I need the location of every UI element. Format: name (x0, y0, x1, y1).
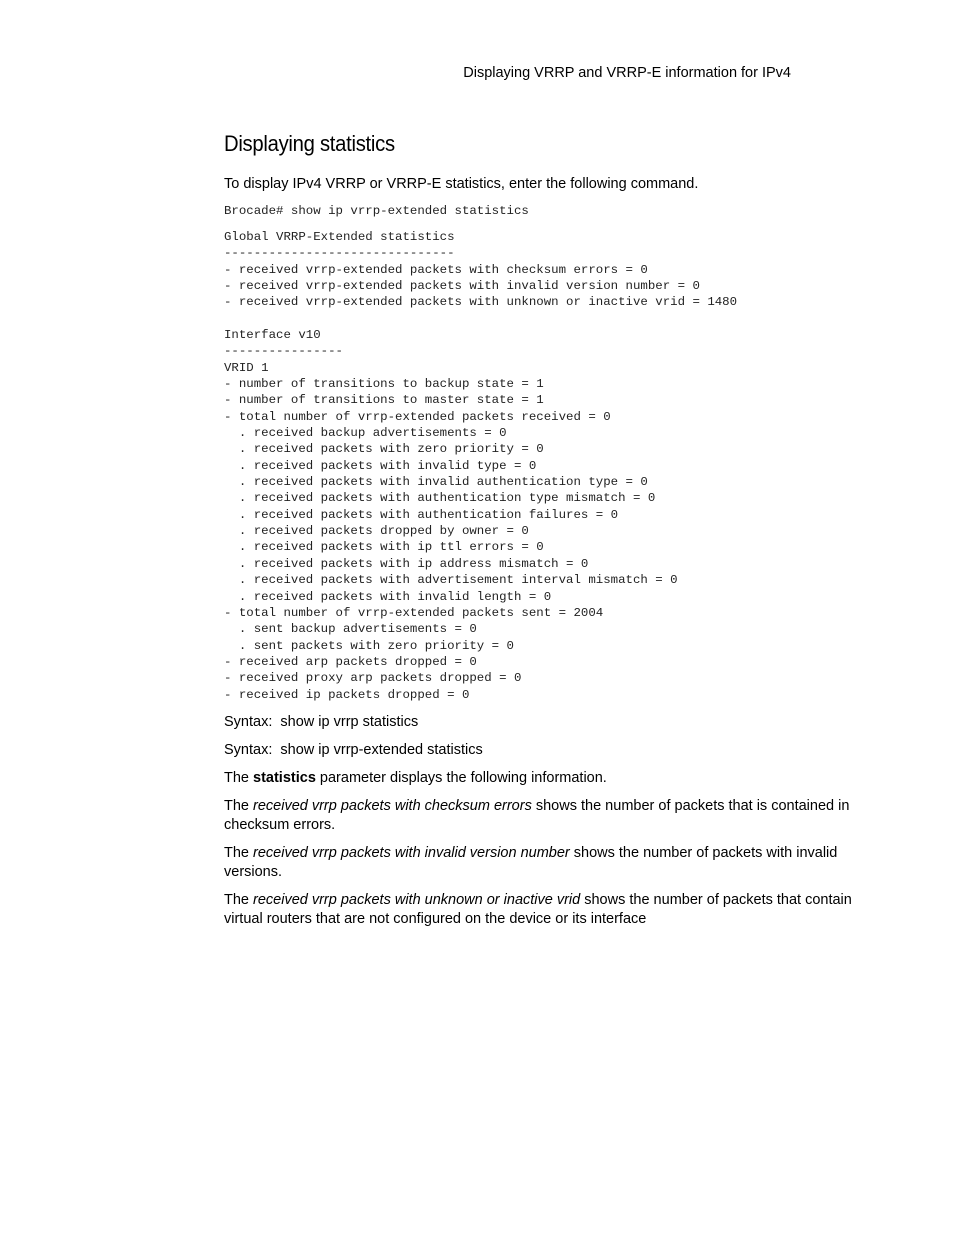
field-term: received vrrp packets with invalid version number (253, 844, 570, 861)
running-header: Displaying VRRP and VRRP-E information for IPv4 (463, 65, 791, 81)
field-term: received vrrp packets with checksum errors (253, 797, 532, 814)
syntax-label: Syntax: (224, 713, 273, 730)
text-run: The (224, 891, 254, 908)
intro-paragraph: To display IPv4 VRRP or VRRP-E statistics, enter the following command. (224, 175, 699, 192)
text-run: The (224, 844, 254, 861)
text-run: shows the number of packets that is contained in checksum errors. (224, 797, 850, 833)
cli-output: Global VRRP-Extended statistics ------------------------------- - received vrrp-extended packets with checksum errors = 0 - received vrrp-extended packets with invalid version number = 0 - received vrrp-extended packets with unknown or inactive vrid = 1480 Interface v10 ---------------- VRID 1 - number of transitions to backup state = 1 - number of transitions to master state = 1 - total number of vrrp-extended packets received = 0 . received backup advertisements = 0 . received packets with zero priority = 0 . received packets with invalid type = 0 . received packets with invalid authentication type = 0 . received packets with authentication type mismatch = 0 . received packets with authentication failures = 0 . received packets dropped by owner = 0 . received packets with ip ttl errors = 0 . received packets with ip address mismatch = 0 . received packets with advertisement interval mismatch = 0 . received packets with invalid length = 0 - total number of vrrp-extended packets sent = 2004 . sent backup advertisements = 0 . sent packets with zero priority = 0 - received arp packets dropped = 0 - received proxy arp packets dropped = 0 - received ip packets dropped = 0 (224, 229, 738, 702)
syntax-command: show ip vrrp statistics (280, 713, 419, 730)
field-description (224, 844, 874, 882)
parameter-name: statistics (253, 769, 316, 786)
main-content (224, 130, 874, 938)
text-run: parameter displays the following information. (315, 769, 607, 786)
syntax-label: Syntax: (224, 741, 273, 758)
field-description (224, 891, 874, 929)
section-title: Displaying statistics (224, 131, 395, 156)
syntax-line (224, 741, 874, 760)
text-run: The (224, 797, 254, 814)
field-description (224, 797, 874, 835)
cli-command: Brocade# show ip vrrp-extended statistics (224, 203, 529, 218)
text-run: shows the number of packets with invalid versions. (224, 844, 838, 880)
parameter-description (224, 769, 874, 788)
text-run: shows the number of packets that contain virtual routers that are not configured on the device or its interface (224, 891, 852, 927)
syntax-line (224, 713, 874, 732)
syntax-command: show ip vrrp-extended statistics (280, 741, 483, 758)
text-run: The (224, 769, 254, 786)
field-term: received vrrp packets with unknown or inactive vrid (253, 891, 581, 908)
